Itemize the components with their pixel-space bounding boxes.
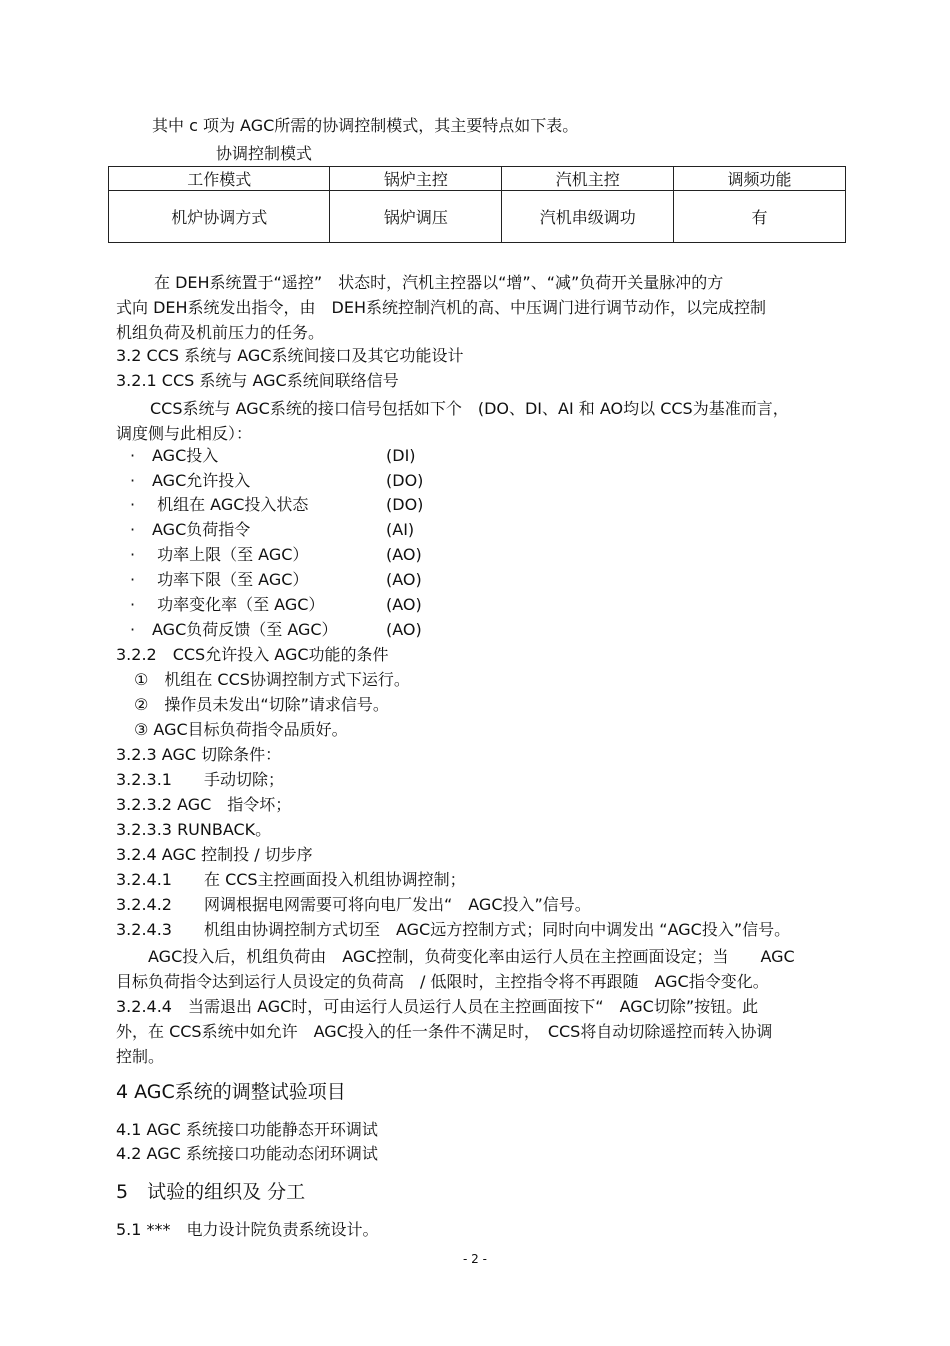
signal-name: 机组在 AGC投入状态 — [152, 495, 309, 514]
paragraph-line: 式向 DEH系统发出指令，由 DEH系统控制汽机的高、中压调门进行调节动作，以完成控制 — [116, 298, 767, 317]
section-5-1: 5.1 *** 电力设计院负责系统设计。 — [116, 1220, 379, 1239]
coordination-mode-table — [108, 166, 846, 243]
signal-name: AGC负荷指令 — [152, 520, 251, 539]
paragraph-line: 控制。 — [116, 1047, 165, 1066]
signal-item: · 功率上限（至 AGC） (AO) — [130, 545, 422, 564]
condition-item: ② 操作员未发出“切除”请求信号。 — [134, 695, 389, 714]
table-cell: 锅炉调压 — [330, 191, 502, 243]
deh-paragraph — [116, 270, 856, 345]
signal-type: (AO) — [386, 620, 422, 639]
table-header-row — [109, 167, 846, 191]
section-3-2-3-3: 3.2.3.3 RUNBACK。 — [116, 820, 272, 839]
section-3-2-1: 3.2.1 CCS 系统与 AGC系统间联络信号 — [116, 371, 399, 390]
signal-type: (AO) — [386, 595, 422, 614]
signal-type: (AO) — [386, 570, 422, 589]
exit-paragraph — [116, 994, 856, 1069]
signal-name: AGC负荷反馈（至 AGC） — [152, 620, 338, 639]
section-3-2-3: 3.2.3 AGC 切除条件： — [116, 745, 282, 764]
table-cell: 有 — [674, 191, 846, 243]
signal-name: 功率下限（至 AGC） — [152, 570, 309, 589]
section-4-heading: 4 AGC系统的调整试验项目 — [116, 1081, 346, 1103]
table-header-cell: 工作模式 — [109, 167, 330, 191]
table-caption: 协调控制模式 — [216, 144, 313, 163]
signal-item: · AGC允许投入 (DO) — [130, 471, 424, 490]
intro-line: 其中 c 项为 AGC所需的协调控制模式，其主要特点如下表。 — [152, 116, 579, 135]
paragraph-line: CCS系统与 AGC系统的接口信号包括如下个 (DO、DI、AI 和 AO均以 CCS为基准而言， — [150, 399, 789, 418]
signal-item: · 机组在 AGC投入状态 (DO) — [130, 495, 424, 514]
condition-item: ① 机组在 CCS协调控制方式下运行。 — [134, 670, 410, 689]
signal-name: 功率上限（至 AGC） — [152, 545, 309, 564]
signal-item: · AGC负荷反馈（至 AGC） (AO) — [130, 620, 422, 639]
signal-item: · 功率变化率（至 AGC） (AO) — [130, 595, 422, 614]
section-3-2-2: 3.2.2 CCS允许投入 AGC功能的条件 — [116, 645, 389, 664]
signal-type: (DO) — [386, 495, 424, 514]
table-header-cell: 锅炉主控 — [330, 167, 502, 191]
paragraph-line: 机组负荷及机前压力的任务。 — [116, 323, 325, 342]
table-cell: 汽机串级调功 — [502, 191, 674, 243]
section-3-2-4: 3.2.4 AGC 控制投 / 切步序 — [116, 845, 313, 864]
paragraph-line: 目标负荷指令达到运行人员设定的负荷高 / 低限时，主控指令将不再跟随 AGC指令变化。 — [116, 972, 769, 991]
section-3-2: 3.2 CCS 系统与 AGC系统间接口及其它功能设计 — [116, 346, 464, 365]
signal-name: AGC允许投入 — [152, 471, 251, 490]
section-3-2-4-2: 3.2.4.2 网调根据电网需要可将向电厂发出“ AGC投入”信号。 — [116, 895, 591, 914]
section-4-2: 4.2 AGC 系统接口功能动态闭环调试 — [116, 1144, 378, 1163]
section-3-2-4-3: 3.2.4.3 机组由协调控制方式切至 AGC远方控制方式；同时向中调发出 “AGC投入”信号。 — [116, 920, 791, 939]
table-row — [109, 191, 846, 243]
signal-name: 功率变化率（至 AGC） — [152, 595, 325, 614]
section-3-2-3-1: 3.2.3.1 手动切除； — [116, 770, 284, 789]
signal-item: · 功率下限（至 AGC） (AO) — [130, 570, 422, 589]
signal-item: · AGC负荷指令 (AI) — [130, 520, 415, 539]
condition-item: ③ AGC目标负荷指令品质好。 — [134, 720, 348, 739]
signal-type: (AI) — [386, 520, 415, 539]
signal-item: · AGC投入 (DI) — [130, 446, 416, 465]
section-4-1: 4.1 AGC 系统接口功能静态开环调试 — [116, 1120, 378, 1139]
page-number: - 2 - — [463, 1252, 487, 1266]
signal-type: (DO) — [386, 471, 424, 490]
signal-name: AGC投入 — [152, 446, 219, 465]
paragraph-line: AGC投入后，机组负荷由 AGC控制，负荷变化率由运行人员在主控画面设定；当 AGC — [116, 947, 795, 966]
section-5-heading: 5 试验的组织及 分工 — [116, 1181, 306, 1203]
section-3-2-3-2: 3.2.3.2 AGC 指令坏； — [116, 795, 292, 814]
table-cell: 机炉协调方式 — [109, 191, 330, 243]
table-header-cell: 汽机主控 — [502, 167, 674, 191]
signals-intro — [116, 396, 856, 446]
paragraph-line: 3.2.4.4 当需退出 AGC时，可由运行人员运行人员在主控画面按下“ AGC切除”按钮。此 — [116, 997, 759, 1016]
section-3-2-4-1: 3.2.4.1 在 CCS主控画面投入机组协调控制； — [116, 870, 466, 889]
paragraph-line: 调度侧与此相反）： — [116, 424, 253, 443]
paragraph-line: 外，在 CCS系统中如允许 AGC投入的任一条件不满足时， CCS将自动切除遥控而转入协调 — [116, 1022, 773, 1041]
signal-type: (AO) — [386, 545, 422, 564]
agc-paragraph — [116, 944, 856, 994]
paragraph-line: 在 DEH系统置于“遥控” 状态时，汽机主控器以“增”、“减”负荷开关量脉冲的方 — [154, 273, 724, 292]
table-header-cell: 调频功能 — [674, 167, 846, 191]
signal-type: (DI) — [386, 446, 416, 465]
